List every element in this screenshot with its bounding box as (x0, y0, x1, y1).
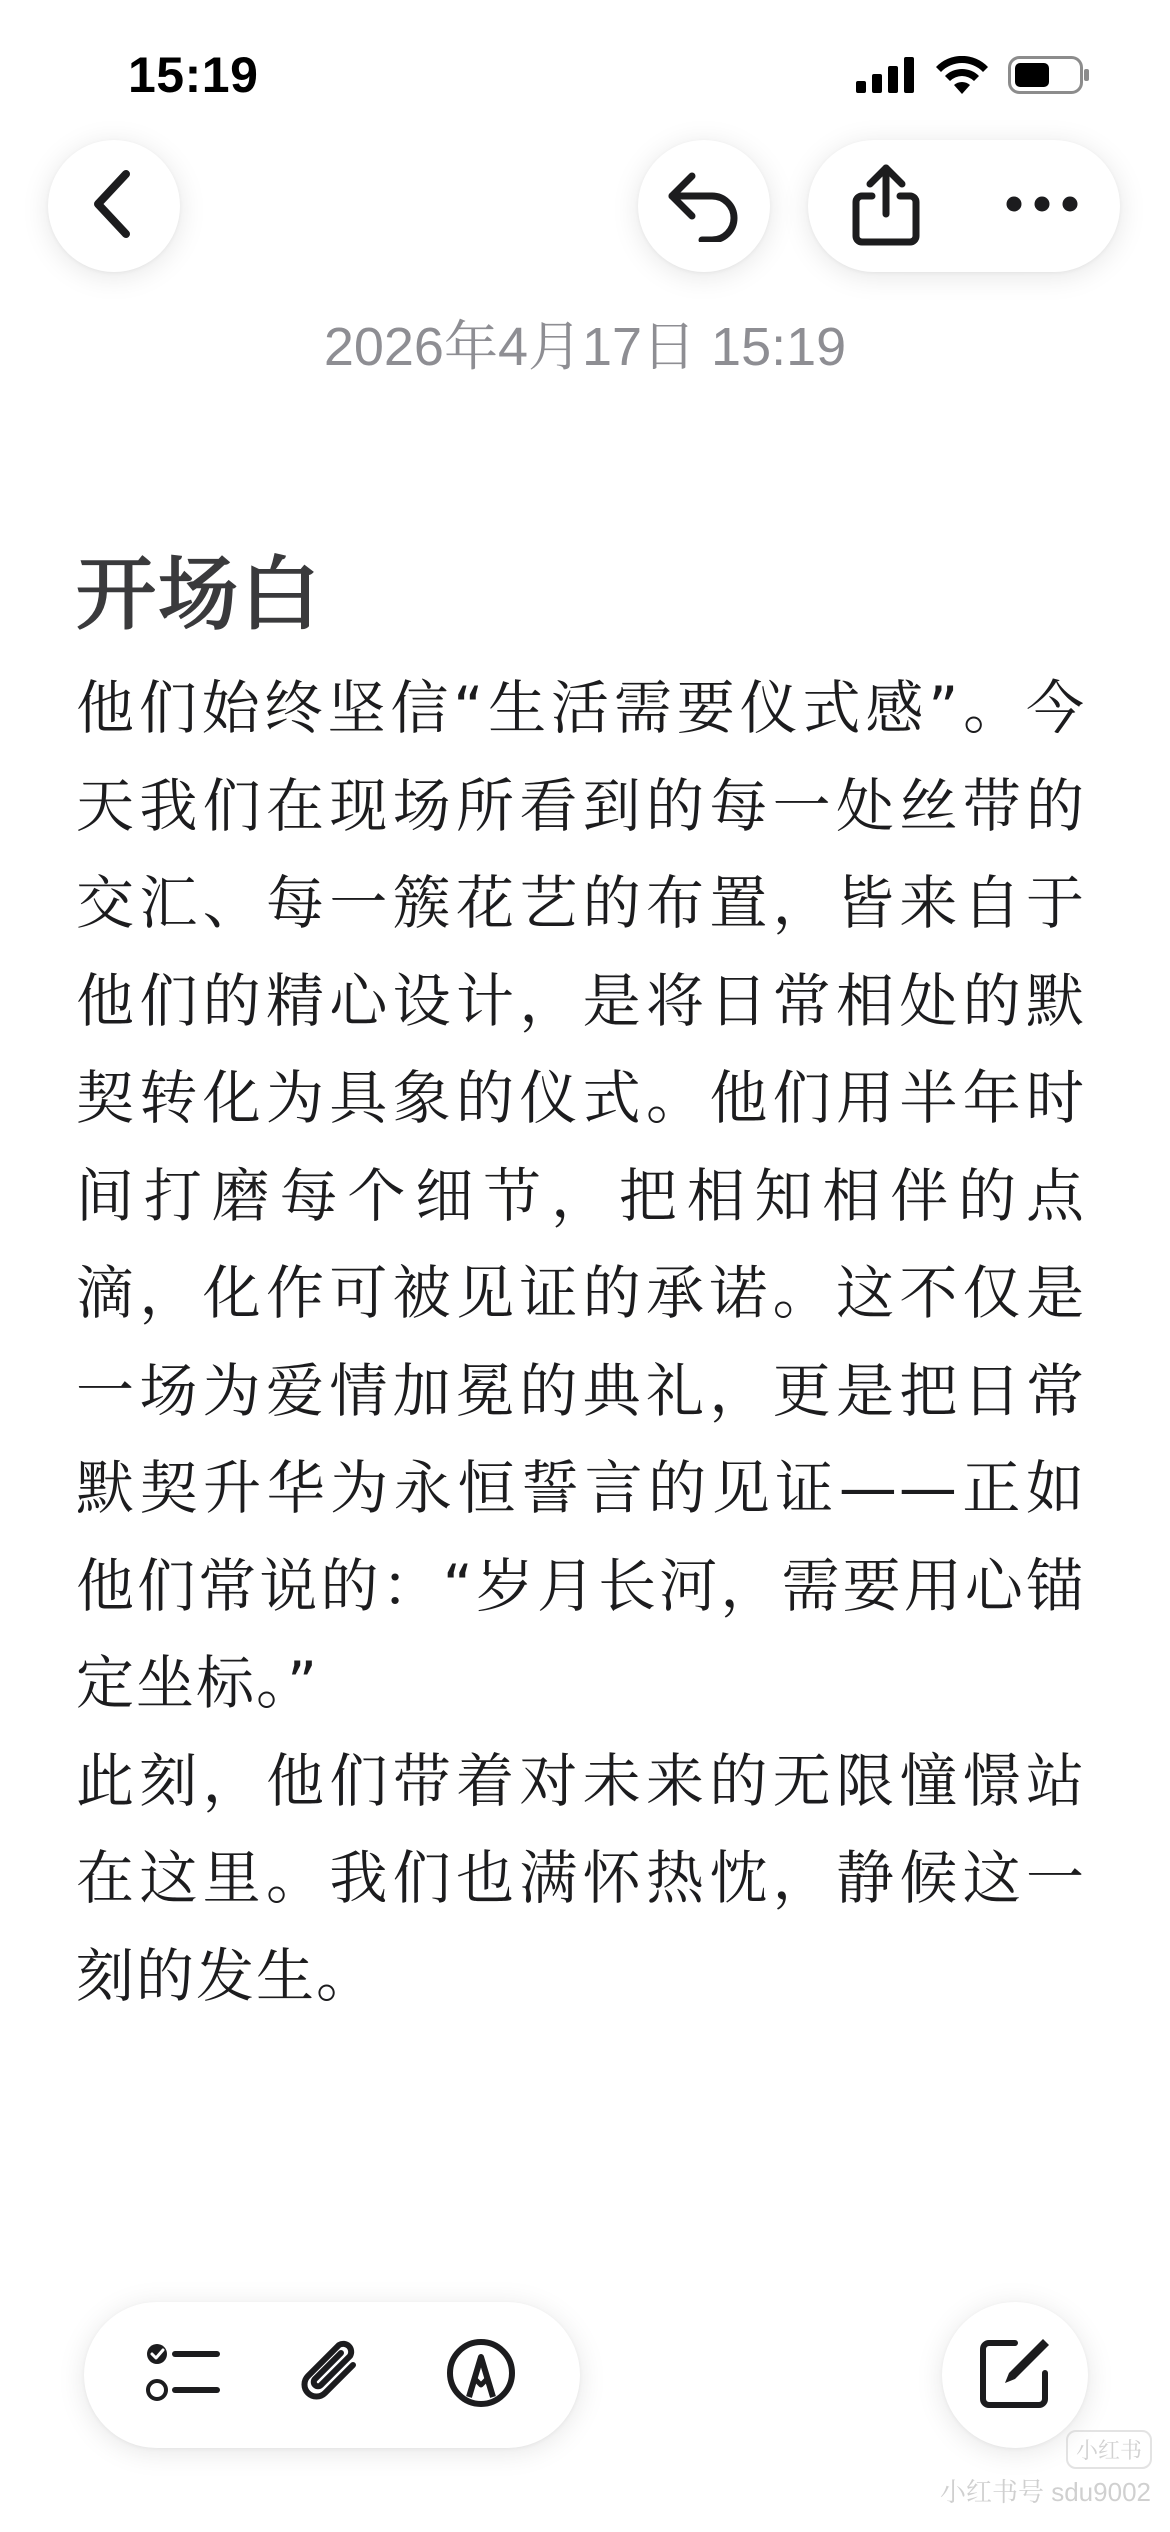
share-icon (848, 162, 924, 250)
status-bar (0, 0, 1170, 150)
watermark-badge: 小红书 (1066, 2430, 1152, 2469)
note-date: 2026年4月17日 15:19 (323, 317, 847, 377)
checklist-button[interactable] (123, 2315, 243, 2435)
chevron-left-icon (84, 168, 144, 244)
battery-icon (1008, 56, 1090, 98)
bottom-toolbar (84, 2302, 580, 2448)
note-paragraph[interactable]: 他们始终坚信“生活需要仪式感”。今天我们在现场所看到的每一处丝带的交汇、每一簇花艺的布置，皆来自于他们的精心设计，是将日常相处的默契转化为具象的仪式。他们用半年时间打磨每个细节，把相知相伴的点滴，化作可被见证的承诺。这不仅是一场为爱情加冕的典礼，更是把日常默契升华为永恒誓言的见证——正如他们常说的：“岁月长河，需要用心锚定坐标。” (76, 674, 1086, 1717)
undo-button[interactable] (638, 140, 770, 272)
markup-pen-icon (445, 2337, 517, 2413)
undo-icon (664, 166, 744, 246)
checklist-icon (145, 2340, 221, 2410)
status-icons (856, 56, 1090, 98)
note-title[interactable]: 开场白 (76, 548, 322, 641)
ellipsis-icon (1004, 194, 1080, 218)
paperclip-icon (297, 2335, 367, 2415)
signal-icon (856, 57, 916, 97)
top-action-group (808, 140, 1120, 272)
compose-button[interactable] (942, 2302, 1088, 2448)
compose-icon (975, 2333, 1055, 2417)
more-button[interactable] (982, 146, 1102, 266)
back-button[interactable] (48, 140, 180, 272)
wifi-icon (936, 56, 988, 98)
status-time: 15:19 (128, 47, 259, 103)
share-button[interactable] (826, 146, 946, 266)
watermark: 小红书号 sdu9002 (940, 2477, 1151, 2507)
note-body[interactable] (76, 660, 1086, 2025)
markup-button[interactable] (421, 2315, 541, 2435)
attachment-button[interactable] (272, 2315, 392, 2435)
note-paragraph[interactable]: 此刻，他们带着对未来的无限憧憬站在这里。我们也满怀热忱，静候这一刻的发生。 (76, 1746, 1086, 2010)
